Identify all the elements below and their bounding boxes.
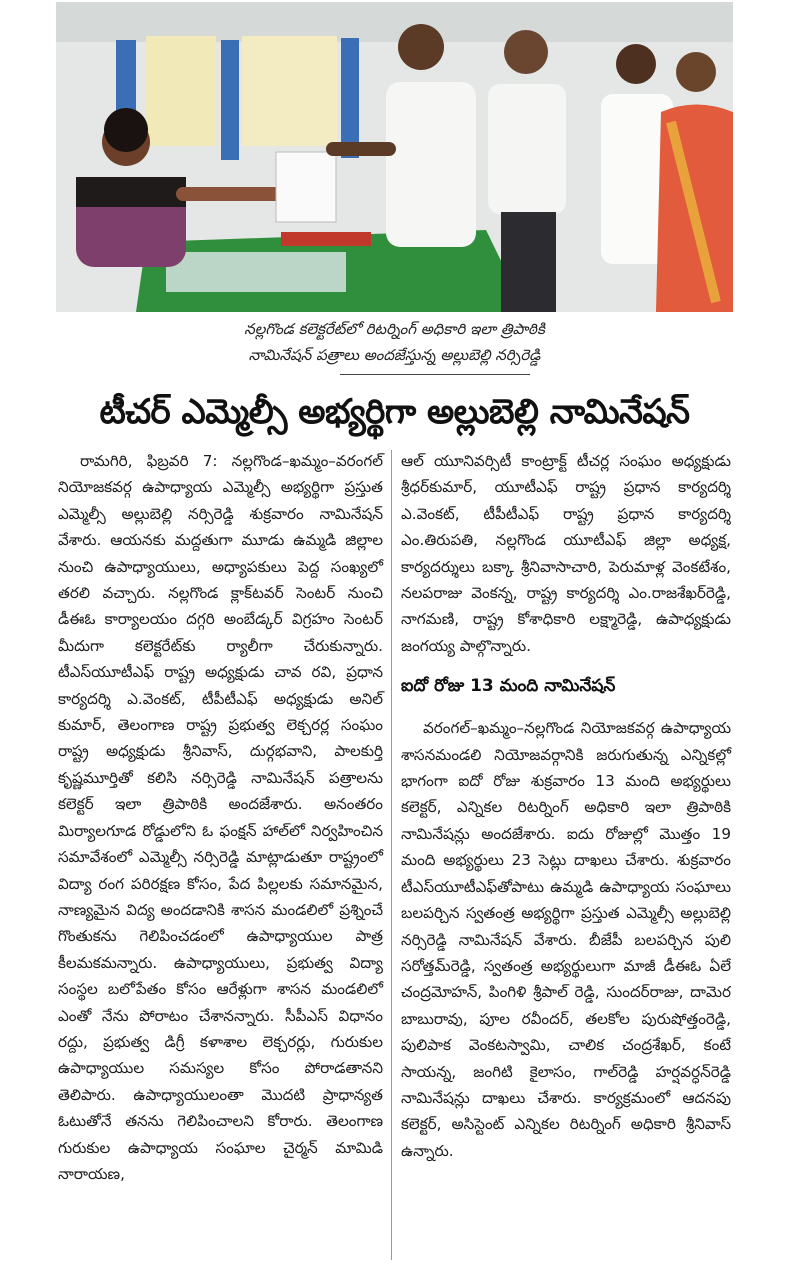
left-column-body: రామగిరి, ఫిబ్రవరి 7: నల్లగొండ–ఖమ్మం–వరంగల్ నియోజకవర్గ ఉపాధ్యాయ ఎమ్మెల్సీ అభ్యర్థిగా ప్రస్తుత ఎమ్మెల్సీ అల్లుబెల్లి నర్సిరెడ్డి శుక్రవారం నామినేషన్ వేశారు. ఆయనకు మద్దతుగా మూడు ఉమ్మడి జిల్లాల నుంచి ఉపాధ్యాయులు, అధ్యాపకులు పెద్ద సంఖ్యలో తరలి వచ్చారు. నల్లగొండ క్లాక్‌టవర్ సెంటర్ నుంచి డీఈఓ కార్యాలయం దగ్గరి అంబేడ్కర్ విగ్రహం సెంటర్ మీదుగా కలెక్టరేట్‌కు ర్యాలీగా చేరుకున్నారు. టీఎస్‌యూటీఎఫ్ రాష్ట్ర అధ్యక్షుడు చావ రవి, ప్రధాన కార్యదర్శి ఎ.వెంకట్, టీపీటీఎఫ్ అధ్యక్షుడు అనిల్ కుమార్, తెలంగాణ రాష్ట్ర ప్రభుత్వ లెక్చరర్ల సంఘం రాష్ట్ర అధ్యక్షుడు శ్రీనివాస్, దుర్గభవాని, పాలకుర్తి కృష్ణమూర్తితో కలిసి నర్సిరెడ్డి నామినేషన్ పత్రాలను కలెక్టర్ ఇలా త్రిపాఠికి అందజేశారు. అనంతరం మిర్యాలగూడ రోడ్డులోని ఓ ఫంక్షన్ హాల్‌లో నిర్వహించిన సమావేశంలో ఎమ్మెల్సీ నర్సిరెడ్డి మాట్లాడుతూ రాష్ట్రంలో విద్యా రంగ పరిరక్షణ కోసం, పేద పిల్లలకు సమానమైన, నాణ్యమైన విద్య అందడానికి శాసన మండలిలో ప్రశ్నించే గొంతుకను గెలిపించడంలో ఉపాధ్యాయుల పాత్ర కీలమకమన్నారు. ఉపాధ్యాయులు, ప్రభుత్వ విద్యా సంస్థల బలోపేతం కోసం ఆరేళ్లుగా శాసన మండలిలో ఎంతో నేను పోరాటం చేశానన్నారు. సీపీఎస్ విధానం రద్దు, ప్రభుత్వ డిగ్రీ కళాశాల లెక్చరర్లు, గురుకుల ఉపాధ్యాయుల సమస్యల కోసం పోరాడతానని తెలిపారు. ఉపాధ్యాయులంతా మొదటి ప్రాధాన్యత ఓటుతోనే తనను గెలిపించాలని కోరారు. తెలంగాణ గురుకుల ఉపాధ్యాయ సంఘాల చైర్మన్ మామిడి నారాయణ, xyxy=(58,452,383,1183)
caption-line-1: నల్లగొండ కలెక్టరేట్‌లో రిటర్నింగ్ అధికారి ఇలా త్రిపాఠికి xyxy=(244,320,545,338)
left-column xyxy=(58,448,383,1187)
photo-caption xyxy=(56,316,733,368)
column-divider xyxy=(391,450,392,1260)
sub-heading: ఐదో రోజు 13 మంది నామినేషన్ xyxy=(401,676,616,697)
right-column-body-1: ఆల్ యూనివర్సిటీ కాంట్రాక్ట్ టీచర్ల సంఘం అధ్యక్షుడు శ్రీధర్‌కుమార్, యూటీఎఫ్ రాష్ట్ర ప్రధాన కార్యదర్శి ఎ.వెంకట్, టీపీటీఎఫ్ రాష్ట్ర ప్రధాన కార్యదర్శి ఎం.తిరుపతి, నల్లగొండ యూటీఎఫ్ జిల్లా అధ్యక్ష, కార్యదర్శులు బక్కా శ్రీనివాసాచారి, పెరుమాళ్ల వెంకటేశం, నలపరాజు వెంకన్న, రాష్ట్ర కార్యదర్శి ఎం.రాజశేఖర్‌రెడ్డి, నాగమణి, రాష్ట్ర కోశాధికారి లక్ష్మారెడ్డి, ఉపాధ్యక్షుడు జంగయ్య పాల్గొన్నారు. xyxy=(401,452,731,655)
caption-line-2: నామినేషన్ పత్రాలు అందజేస్తున్న అల్లుబెల్లి నర్సిరెడ్డి xyxy=(248,346,541,364)
right-column-body-2: వరంగల్–ఖమ్మం–నల్లగొండ నియోజకవర్గ ఉపాధ్యాయ శాసనమండలి నియోజవర్గానికి జరుగుతున్న ఎన్నికల్లో భాగంగా ఐదో రోజు శుక్రవారం 13 మంది అభ్యర్థులు కలెక్టర్, ఎన్నికల రిటర్నింగ్ అధికారి ఇలా త్రిపాఠికి నామినేషన్లు అందజేశారు. ఐదు రోజుల్లో మొత్తం 19 మంది అభ్యర్థులు 23 సెట్లు దాఖలు చేశారు. శుక్రవారం టీఎస్‌యూటీఎఫ్‌తోపాటు ఉమ్మడి ఉపాధ్యాయ సంఘాలు బలపర్చిన స్వతంత్ర అభ్యర్థిగా ప్రస్తుత ఎమ్మెల్సీ అల్లుబెల్లి నర్సిరెడ్డి నామినేషన్ వేశారు. బీజేపీ బలపర్చిన పులి సరోత్తమ్‌రెడ్డి, స్వతంత్ర అభ్యర్థులుగా మాజీ డీఈఓ ఏలే చంద్రమోహన్, పింగిళి శ్రీపాల్ రెడ్డి, సుందర్‌రాజు, దామెర బాబురావు, పూల రవీందర్, తలకోల పురుషోత్తంరెడ్డి, పులిపాక వెంకటస్వామి, చాలిక చంద్రశేఖర్, కంటే సాయన్న, జంగిటి కైలాసం, గాల్‌రెడ్డి హర్షవర్ధన్‌రెడ్డి నామినేషన్లు దాఖలు చేశారు. కార్యక్రమంలో ఆదనపు కలెక్టర్, అసిస్టెంట్ ఎన్నికల రిటర్నింగ్ అధికారి శ్రీనివాస్ ఉన్నారు. xyxy=(401,719,731,1160)
caption-divider xyxy=(340,374,530,375)
headline: టీచర్ ఎమ్మెల్సీ అభ్యర్థిగా అల్లుబెల్లి నామినేషన్ xyxy=(99,392,690,432)
news-photo xyxy=(56,2,733,312)
right-column xyxy=(401,448,731,1164)
press-photo-icon xyxy=(56,2,733,312)
